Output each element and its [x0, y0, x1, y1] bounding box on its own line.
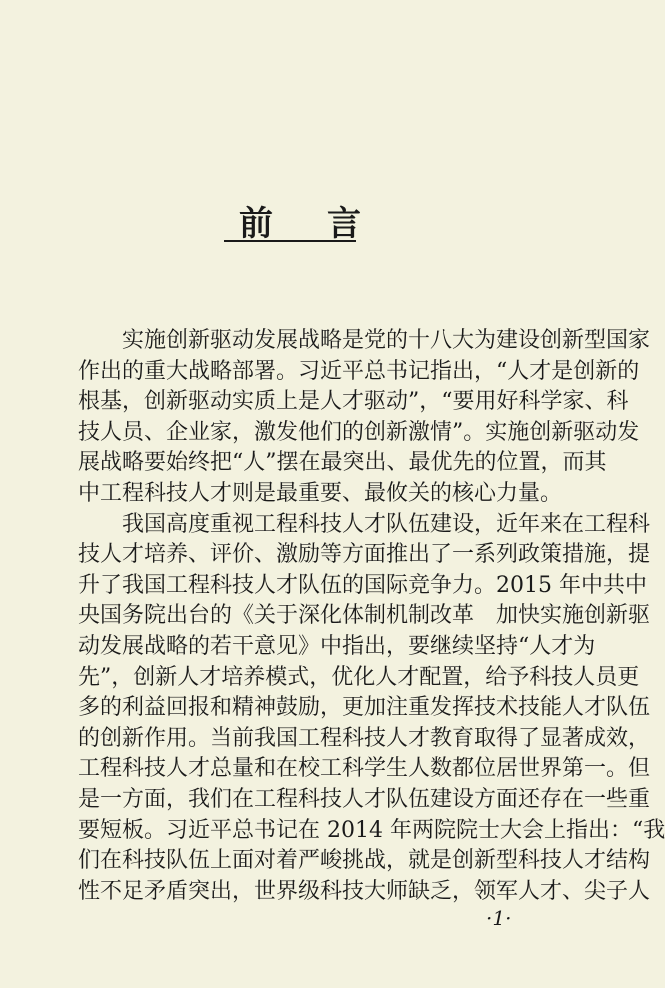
text-line: 实施创新驱动发展战略是党的十八大为建设创新型国家 [122, 328, 651, 353]
text-line: 作出的重大战略部署。习近平总书记指出，“人才是创新的 [78, 358, 640, 384]
text-line: 展战略要始终把“人”摆在最突出、最优先的位置，而其 [78, 450, 607, 476]
text-line: 要短板。习近平总书记在 2014 年两院院士大会上指出：“我 [78, 817, 665, 843]
text-line: 动发展战略的若干意见》中指出，要继续坚持“人才为 [78, 633, 596, 659]
text-line: 是一方面，我们在工程科技人才队伍建设方面还存在一些重 [78, 786, 651, 812]
text-line: 工程科技人才总量和在校工科学生人数都位居世界第一。但 [78, 756, 651, 782]
body-text [78, 326, 665, 907]
text-line: 根基，创新驱动实质上是人才驱动”，“要用好科学家、科 [78, 389, 629, 415]
text-line: 升了我国工程科技人才队伍的国际竞争力。2015 年中共中 [78, 572, 647, 598]
text-line: 先”，创新人才培养模式，优化人才配置，给予科技人员更 [78, 664, 640, 690]
text-line: 的创新作用。当前我国工程科技人才教育取得了显著成效， [78, 725, 651, 751]
text-line: 技人员、企业家，激发他们的创新激情”。实施创新驱动发 [78, 419, 640, 445]
text-line: 多的利益回报和精神鼓励，更加注重发挥技术技能人才队伍 [78, 695, 651, 721]
text-line: 们在科技队伍上面对着严峻挑战，就是创新型科技人才结构 [78, 848, 651, 874]
page-number: ·1· [486, 906, 512, 930]
text-line: 央国务院出台的《关于深化体制机制改革 加快实施创新驱 [78, 603, 651, 629]
text-line: 性不足矛盾突出，世界级科技大师缺乏，领军人才、尖子人 [78, 878, 651, 904]
page-title: 前言 [239, 204, 415, 244]
title-underline [224, 240, 356, 242]
text-line: 中工程科技人才则是最重要、最攸关的核心力量。 [78, 480, 563, 506]
text-line: 技人才培养、评价、激励等方面推出了一系列政策措施，提 [78, 542, 651, 568]
text-line: 我国高度重视工程科技人才队伍建设，近年来在工程科 [122, 511, 651, 537]
